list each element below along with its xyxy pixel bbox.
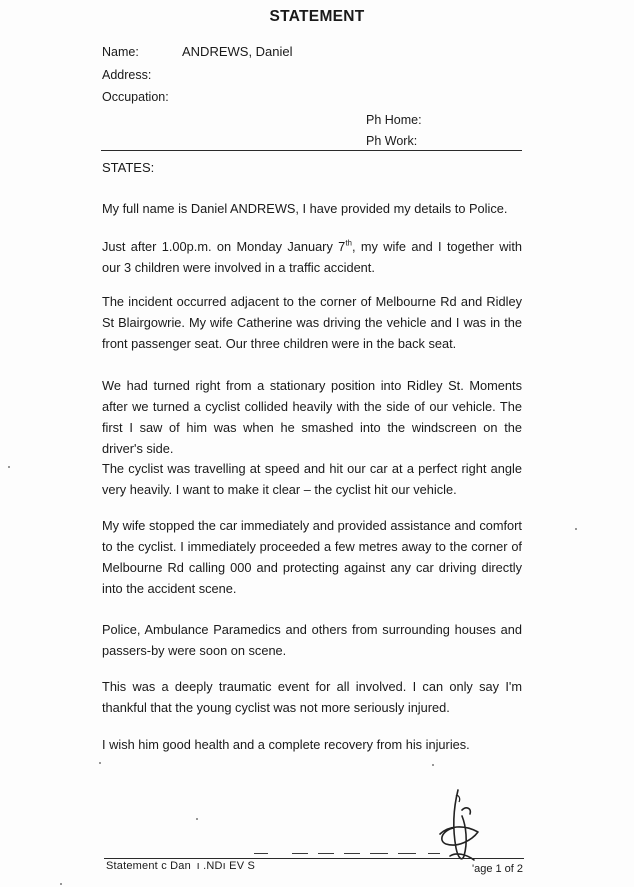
footer-dash (292, 853, 308, 854)
paragraph-3: The incident occurred adjacent to the corner of Melbourne Rd and Ridley St Blairgowrie. My wife Catherine was driving the vehicle and I was in the front passenger seat. Our three children were in the back seat. (102, 294, 522, 351)
states-label: STATES: (102, 160, 155, 175)
footer-page-number: 'age 1 of 2 (472, 863, 524, 875)
ph-home-label: Ph Home: (366, 113, 422, 127)
paragraph-6: My wife stopped the car immediately and provided assistance and comfort to the cyclist. I immediately proceeded a few metres away to the corner of Melbourne Rd calling 000 and protecting against any car driving directly into the accident scene. (102, 518, 522, 596)
paragraph-8: This was a deeply traumatic event for all involved. I can only say I'm thankful that the young cyclist was not more seriously injured. (102, 679, 522, 715)
scan-speck (196, 818, 198, 820)
paragraph-2-text-b: , my wife and I together with our 3 children were involved in a traffic accident. (102, 239, 523, 275)
scan-speck (99, 762, 101, 764)
paragraph-7: Police, Ambulance Paramedics and others from surrounding houses and passers-by were soon on scene. (102, 622, 522, 658)
footer-dash (318, 853, 334, 854)
paragraph-9: I wish him good health and a complete recovery from his injuries. (102, 737, 470, 752)
paragraph-2-superscript: th (345, 238, 352, 248)
footer-dash (428, 853, 440, 854)
occupation-label: Occupation: (102, 90, 169, 104)
name-label: Name: (102, 45, 139, 59)
header-divider (101, 150, 522, 151)
name-value: ANDREWS, Daniel (182, 44, 293, 59)
scan-speck (575, 528, 577, 530)
footer-statement-label: Statement ϲ Dan ı .ΝDı ΕV S (106, 860, 256, 872)
paragraph-2 (102, 236, 522, 278)
scan-speck (60, 883, 62, 885)
footer-divider (104, 858, 524, 859)
signature-icon (428, 786, 488, 866)
footer-dash (398, 853, 416, 854)
paragraph-4: We had turned right from a stationary position into Ridley St. Moments after we turned a cyclist collided heavily with the side of our vehicle. The first I saw of him was when he smashed into the windscreen on the driver's side. (102, 378, 522, 456)
scan-speck (432, 764, 434, 766)
paragraph-2-text-a: Just after 1.00p.m. on Monday January 7 (102, 239, 346, 254)
footer-dash (370, 853, 388, 854)
ph-work-label: Ph Work: (366, 134, 418, 148)
paragraph-5: The cyclist was travelling at speed and hit our car at a perfect right angle very heavily. I want to make it clear – the cyclist hit our vehicle. (102, 461, 522, 497)
footer-dash (344, 853, 360, 854)
paragraph-1: My full name is Daniel ANDREWS, I have provided my details to Police. (102, 201, 508, 216)
document-title: STATEMENT (269, 8, 365, 25)
footer-dash (254, 853, 268, 854)
scan-speck (8, 466, 10, 468)
address-label: Address: (102, 68, 152, 82)
